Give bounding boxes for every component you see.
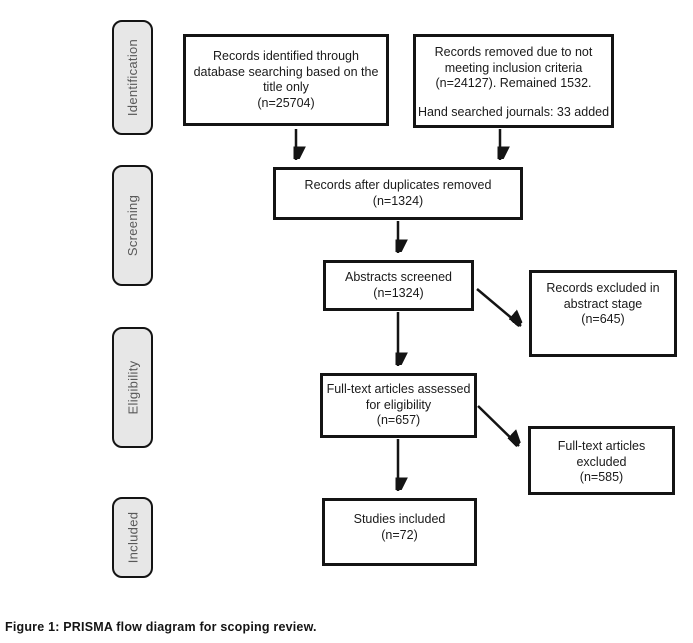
stage-label-text: Identification <box>125 38 141 117</box>
node-records-removed <box>413 34 614 128</box>
node-line: excluded <box>576 454 627 469</box>
node-line: (n=657) <box>376 413 421 428</box>
node-line: database searching based on the <box>193 64 379 79</box>
node-line: Full-text articles <box>557 439 646 453</box>
stage-label-identification <box>112 20 153 135</box>
node-line: (n=1324) <box>372 193 424 208</box>
stage-label-text: Screening <box>125 194 140 257</box>
node-line: (n=24127). Remained 1532. <box>435 76 592 90</box>
node-line: Hand searched journals: 33 added <box>417 104 610 119</box>
stage-label-included <box>112 497 153 578</box>
node-line: Studies included <box>353 512 446 526</box>
node-excluded-abstract <box>529 270 677 357</box>
figure-caption: Figure 1: PRISMA flow diagram for scoping review. <box>5 620 317 634</box>
node-line: Full-text articles assessed <box>326 382 471 397</box>
node-line: Abstracts screened <box>345 270 452 284</box>
node-records-identified <box>183 34 389 126</box>
node-line: (n=585) <box>579 470 624 484</box>
node-fulltext-assessed <box>320 373 477 438</box>
node-line: meeting inclusion criteria <box>444 60 583 75</box>
node-line: (n=25704) <box>257 95 315 110</box>
stage-label-text: Eligibility <box>125 360 140 415</box>
node-duplicates-removed <box>273 167 523 220</box>
node-fulltext-excluded <box>528 426 675 495</box>
arrow-abstracts-to-excluded <box>477 289 521 326</box>
node-line: abstract stage <box>563 296 643 311</box>
node-studies-included <box>322 498 477 566</box>
arrow-fulltext-to-excluded <box>478 406 519 446</box>
node-line: (n=72) <box>381 527 418 542</box>
node-line: Records identified through <box>213 49 359 63</box>
node-line: (n=1324) <box>373 285 424 300</box>
node-line: Records after duplicates removed <box>304 178 492 192</box>
stage-label-screening <box>112 165 153 286</box>
stage-label-eligibility <box>112 327 153 448</box>
node-line: for eligibility <box>365 397 432 412</box>
node-line: Records removed due to not <box>434 45 593 59</box>
node-abstracts-screened <box>323 260 474 311</box>
node-line: Records excluded in <box>546 281 660 295</box>
node-line: title only <box>263 80 309 94</box>
stage-label-text: Included <box>125 511 140 564</box>
node-line: (n=645) <box>581 312 625 326</box>
